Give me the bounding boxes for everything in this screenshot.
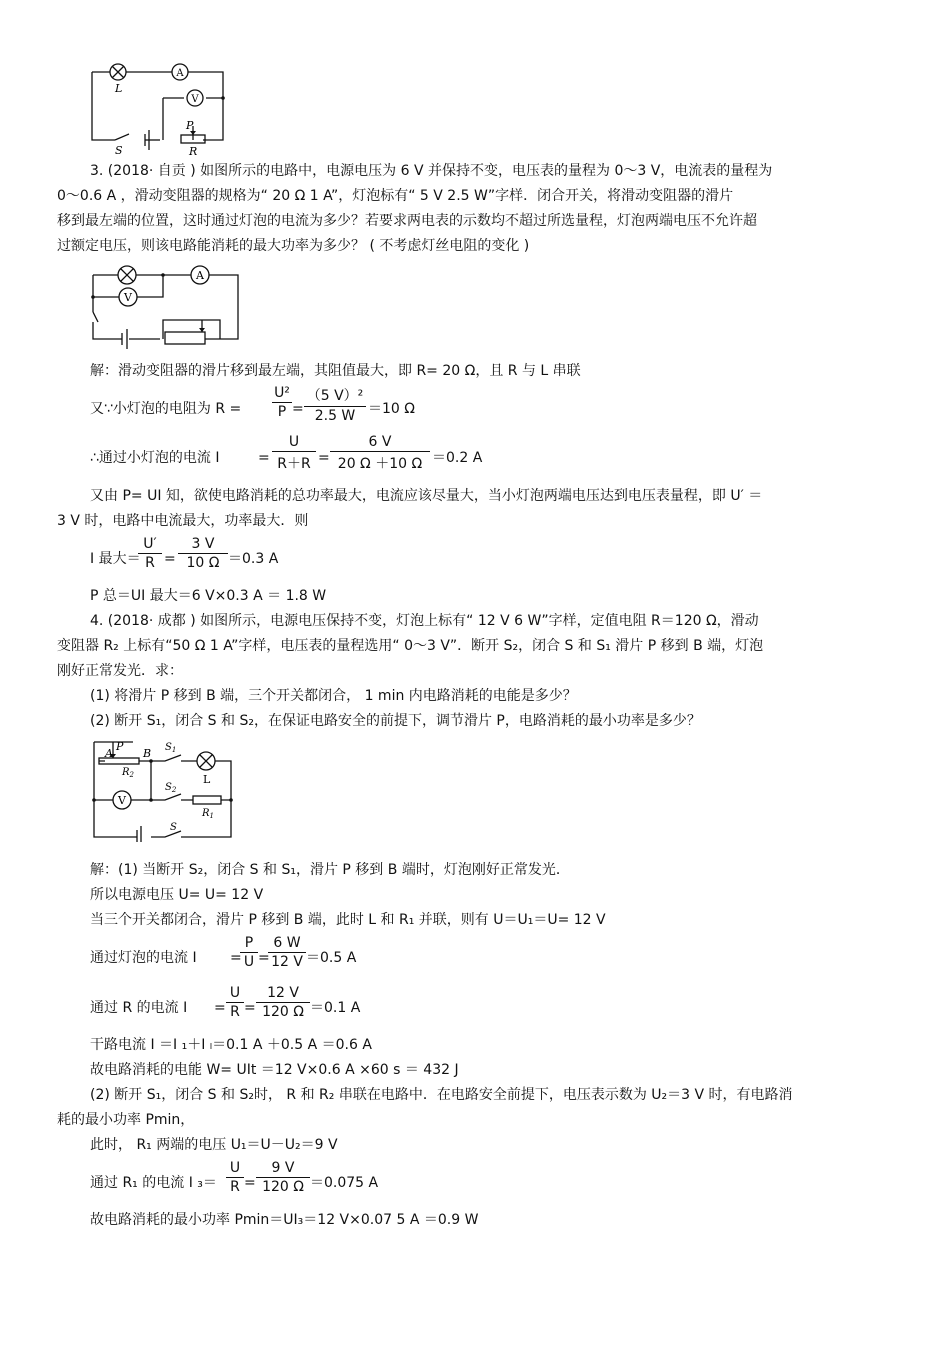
- ammeter-label: A: [196, 269, 204, 282]
- problem3-line2: 0～0.6 A ，滑动变阻器的规格为“ 20 Ω 1 A”，灯泡标有“ 5 V 2.5 W”字样．闭合开关，将滑动变阻器的滑片: [57, 188, 734, 204]
- terminal-b-label: B: [143, 747, 152, 760]
- problem4-line2: 变阻器 R₂ 上标有“50 Ω 1 A”字样，电压表的量程选用“ 0～3 V”．断开 S₂，闭合 S 和 S₁ 滑片 P 移到 B 端，灯泡: [57, 638, 764, 654]
- solution3-line6: I 最大＝: [90, 551, 141, 567]
- fraction: 6 V 20 Ω ＋10 Ω: [330, 434, 430, 473]
- lamp-label: L: [115, 82, 123, 95]
- fraction: P U: [240, 935, 258, 970]
- slider-label: P: [116, 740, 124, 753]
- s1-label: $S_1$: [165, 742, 177, 754]
- lamp-label: L: [203, 773, 211, 786]
- fraction: U R＋R: [272, 434, 316, 473]
- solution3-line1: 解：滑动变阻器的滑片移到最左端，其阻值最大，即 R= 20 Ω，且 R 与 L 串联: [90, 363, 581, 379]
- fraction: 3 V 10 Ω: [178, 536, 228, 571]
- problem4-line3: 刚好正常发光．求：: [57, 663, 183, 679]
- voltmeter-label: V: [191, 94, 199, 105]
- fraction: U² P: [272, 385, 292, 420]
- problem3-line3: 移到最左端的位置，这时通过灯泡的电流为多少？若要求两电表的示数均不超过所选量程，灯泡两端电压不允许超: [57, 213, 757, 229]
- r2-label: $R_2$: [122, 767, 134, 779]
- solution4-line6: 干路电流 I ＝I ₁＋I ₗ＝0.1 A ＋0.5 A ＝0.6 A: [90, 1037, 372, 1053]
- solution3-line4: 又由 P= UI 知，欲使电路消耗的总功率最大，电流应该尽量大，当小灯泡两端电压达到电压表量程，即 U′ ＝: [90, 488, 763, 504]
- fraction: U R: [226, 1160, 244, 1195]
- switch-label: S: [115, 144, 123, 157]
- switch-label: S: [170, 822, 177, 833]
- fraction: （5 V）² 2.5 W: [304, 385, 366, 424]
- ammeter-label: A: [176, 68, 184, 79]
- terminal-a-label: A: [105, 747, 113, 760]
- solution4-line11: 通过 R₁ 的电流 I ₃＝: [90, 1175, 217, 1191]
- fraction: 12 V 120 Ω: [256, 985, 310, 1020]
- solution4-line4: 通过灯泡的电流 I: [90, 950, 197, 966]
- fraction: 9 V 120 Ω: [256, 1160, 310, 1195]
- solution4-line8: (2) 断开 S₁，闭合 S 和 S₂时， R 和 R₂ 串联在电路中．在电路安全前提下，电压表示数为 U₂＝3 V 时，有电路消: [90, 1087, 793, 1103]
- solution4-line9: 耗的最小功率 Pmin，: [57, 1112, 195, 1128]
- circuit-diagram-1: [85, 58, 235, 158]
- solution3-line3: ∴通过小灯泡的电流 I: [90, 450, 220, 466]
- problem4-q2: (2) 断开 S₁，闭合 S 和 S₂，在保证电路安全的前提下，调节滑片 P，电路消耗的最小功率是多少？: [90, 713, 701, 729]
- fraction: 6 W 12 V: [268, 935, 306, 970]
- solution4-line3: 当三个开关都闭合，滑片 P 移到 B 端，此时 L 和 R₁ 并联，则有 U＝U₁＝U= 12 V: [90, 912, 606, 928]
- rheostat-label: R: [189, 145, 198, 158]
- fraction: U R: [226, 985, 244, 1020]
- voltmeter-label: V: [118, 794, 126, 807]
- voltmeter-label: V: [124, 291, 132, 304]
- s2-label: $S_2$: [165, 782, 177, 794]
- solution4-line10: 此时， R₁ 两端的电压 U₁＝U－U₂＝9 V: [90, 1137, 338, 1153]
- solution3-line5: 3 V 时，电路中电流最大，功率最大．则: [57, 513, 309, 529]
- fraction: U′ R: [138, 536, 162, 571]
- solution3-line2: 又∵小灯泡的电阻为 R =: [90, 401, 242, 417]
- solution4-line7: 故电路消耗的电能 W= UIt ＝12 V×0.6 A ×60 s ＝ 432 J: [90, 1062, 459, 1078]
- problem3-line4: 过额定电压，则该电路能消耗的最大功率为多少？ ( 不考虑灯丝电阻的变化 ): [57, 238, 530, 254]
- problem3-line1: 3. (2018· 自贡 ) 如图所示的电路中，电源电压为 6 V 并保持不变，电压表的量程为 0～3 V，电流表的量程为: [90, 163, 773, 179]
- solution3-line7: P 总＝UI 最大＝6 V×0.3 A ＝ 1.8 W: [90, 588, 327, 604]
- problem4-q1: (1) 将滑片 P 移到 B 端，三个开关都闭合， 1 min 内电路消耗的电能是多少？: [90, 688, 577, 704]
- solution4-line12: 故电路消耗的最小功率 Pmin＝UI₃＝12 V×0.07 5 A ＝0.9 W: [90, 1212, 479, 1228]
- slider-label: P: [186, 119, 194, 132]
- solution4-line2: 所以电源电压 U= U= 12 V: [90, 887, 264, 903]
- circuit-diagram-3: [85, 738, 245, 842]
- solution4-line1: 解：(1) 当断开 S₂，闭合 S 和 S₁，滑片 P 移到 B 端时，灯泡刚好正常发光．: [90, 862, 570, 878]
- solution4-line5: 通过 R 的电流 I: [90, 1000, 188, 1016]
- r1-label: $R_1$: [202, 808, 214, 820]
- problem4-line1: 4. (2018· 成都 ) 如图所示，电源电压保持不变，灯泡上标有“ 12 V 6 W”字样，定值电阻 R＝120 Ω，滑动: [90, 613, 759, 629]
- circuit-diagram-2: [85, 262, 245, 350]
